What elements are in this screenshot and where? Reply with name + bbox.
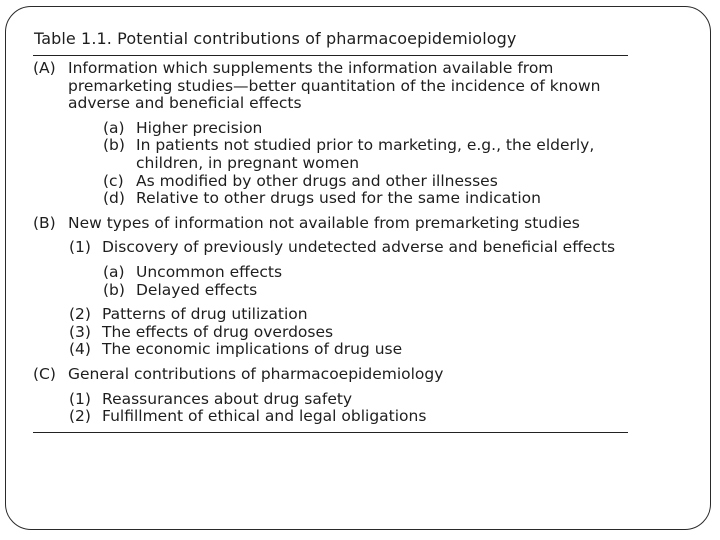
list-item <box>103 137 628 172</box>
table-body <box>33 60 628 426</box>
list-item-text: As modified by other drugs and other illnesses <box>136 171 498 190</box>
bottom-rule <box>33 432 628 433</box>
section-c <box>33 366 628 384</box>
list-item <box>103 282 628 300</box>
section-b-text: New types of information not available from premarketing studies <box>68 213 580 232</box>
list-item-mark: (3) <box>69 322 91 341</box>
section-b <box>33 215 628 233</box>
list-item <box>69 324 628 342</box>
list-item <box>69 341 628 359</box>
list-item <box>103 173 628 191</box>
list-item-text: Reassurances about drug safety <box>102 389 353 408</box>
section-a-text: Information which supplements the information available from premarketing studies—better quantitation of the incidence of known adverse and beneficial effects <box>68 59 601 113</box>
section-b-mark: (B) <box>33 213 56 232</box>
list-item-mark: (a) <box>103 118 125 137</box>
list-item-text: Higher precision <box>136 118 263 137</box>
section-a-mark: (A) <box>33 59 56 77</box>
list-item <box>103 120 628 138</box>
list-item-mark: (2) <box>69 407 91 426</box>
list-item-mark: (c) <box>103 171 124 190</box>
list-item-text: Delayed effects <box>136 280 258 299</box>
section-c-text: General contributions of pharmacoepidemiology <box>68 364 444 383</box>
list-item-mark: (1) <box>69 389 91 408</box>
table-title: Table 1.1. Potential contributions of pharmacoepidemiology <box>34 29 517 48</box>
list-item-text: In patients not studied prior to marketing, e.g., the elderly, children, in pregnant women <box>136 136 595 172</box>
list-item-text: Patterns of drug utilization <box>102 305 308 324</box>
list-item-mark: (2) <box>69 305 91 324</box>
section-a <box>33 60 628 113</box>
list-item-text: The effects of drug overdoses <box>102 322 334 341</box>
section-c-mark: (C) <box>33 364 56 383</box>
top-rule <box>33 55 628 56</box>
list-item-mark: (a) <box>103 262 125 281</box>
list-item-mark: (d) <box>103 189 125 208</box>
list-item-mark: (1) <box>69 238 91 257</box>
list-item <box>69 239 628 257</box>
list-item <box>103 264 628 282</box>
list-item-text: Uncommon effects <box>136 262 283 281</box>
table-block <box>33 28 628 433</box>
list-item-mark: (b) <box>103 280 125 299</box>
list-item <box>69 306 628 324</box>
list-item-mark: (b) <box>103 136 125 155</box>
list-item <box>69 391 628 409</box>
list-item-text: Fulfillment of ethical and legal obligations <box>102 407 427 426</box>
list-item-mark: (4) <box>69 340 91 359</box>
list-item <box>103 190 628 208</box>
list-item <box>69 408 628 426</box>
list-item-text: Relative to other drugs used for the same indication <box>136 189 541 208</box>
list-item-text: The economic implications of drug use <box>102 340 403 359</box>
list-item-text: Discovery of previously undetected adverse and beneficial effects <box>102 238 616 257</box>
